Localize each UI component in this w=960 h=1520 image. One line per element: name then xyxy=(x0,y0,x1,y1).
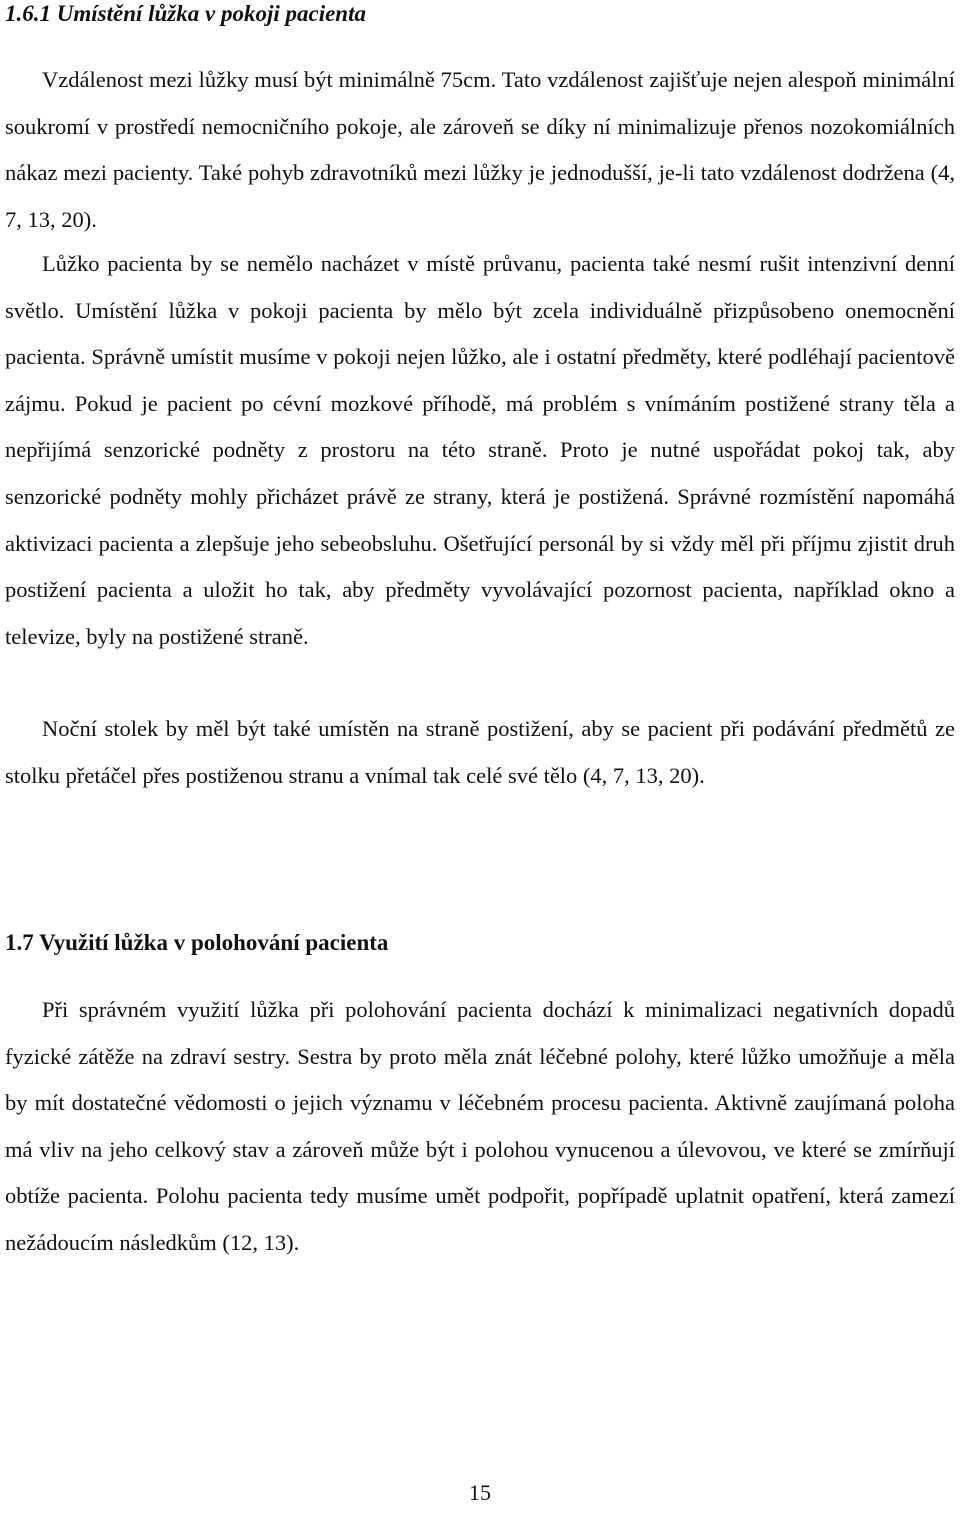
paragraph-bed-distance: Vzdálenost mezi lůžky musí být minimálně 75cm. Tato vzdálenost zajišťuje nejen alespoň minimální soukromí v prostředí nemocničního pokoje, ale zároveň se díky ní minimalizuje přenos nozokomiálních nákaz mezi pacienty. Také pohyb zdravotníků mezi lůžky je jednodušší, je-li tato vzdálenost dodržena (4, 7, 13, 20). xyxy=(5,67,955,232)
paragraph-night-stand: Noční stolek by měl být také umístěn na straně postižení, aby se pacient při podávání předmětů ze stolku přetáčel přes postiženou stranu a vnímal tak celé své tělo (4, 7, 13, 20). xyxy=(5,716,955,788)
paragraph-positioning: Při správném využití lůžka při polohování pacienta dochází k minimalizaci negativních dopadů fyzické zátěže na zdraví sestry. Sestra by proto měla znát léčebné polohy, které lůžko umožňuje a měla by mít dostatečné vědomosti o jejich významu v léčebném procesu pacienta. Aktivně zaujímaná poloha má vliv na jeho celkový stav a zároveň může být i polohou vynucenou a úlevovou, ve které se zmírňují obtíže pacienta. Polohu pacienta tedy musíme umět podpořit, popřípadě uplatnit opatření, která zamezí nežádoucím následkům (12, 13). xyxy=(5,997,955,1255)
section-heading: 1.6.1 Umístění lůžka v pokoji pacienta xyxy=(5,1,366,26)
paragraph-bed-placement: Lůžko pacienta by se nemělo nacházet v místě průvanu, pacienta také nesmí rušit intenzivní denní světlo. Umístění lůžka v pokoji pacienta by mělo být zcela individuálně přizpůsobeno onemocnění pacienta. Správně umístit musíme v pokoji nejen lůžko, ale i ostatní předměty, které podléhají pacientově zájmu. Pokud je pacient po cévní mozkové příhodě, má problém s vnímáním postižené strany těla a nepřijímá senzorické podněty z prostoru na této straně. Proto je nutné uspořádat pokoj tak, aby senzorické podněty mohly přicházet právě ze strany, která je postižená. Správné rozmístění napomáhá aktivizaci pacienta a zlepšuje jeho sebeobsluhu. Ošetřující personál by si vždy měl při příjmu zjistit druh postižení pacienta a uložit ho tak, aby předměty vyvolávající pozornost pacienta, například okno a televize, byly na postižené straně. xyxy=(5,251,955,649)
document-page xyxy=(5,0,955,1520)
chapter-heading: 1.7 Využití lůžka v polohování pacienta xyxy=(5,930,389,955)
page-number: 15 xyxy=(469,1480,491,1505)
